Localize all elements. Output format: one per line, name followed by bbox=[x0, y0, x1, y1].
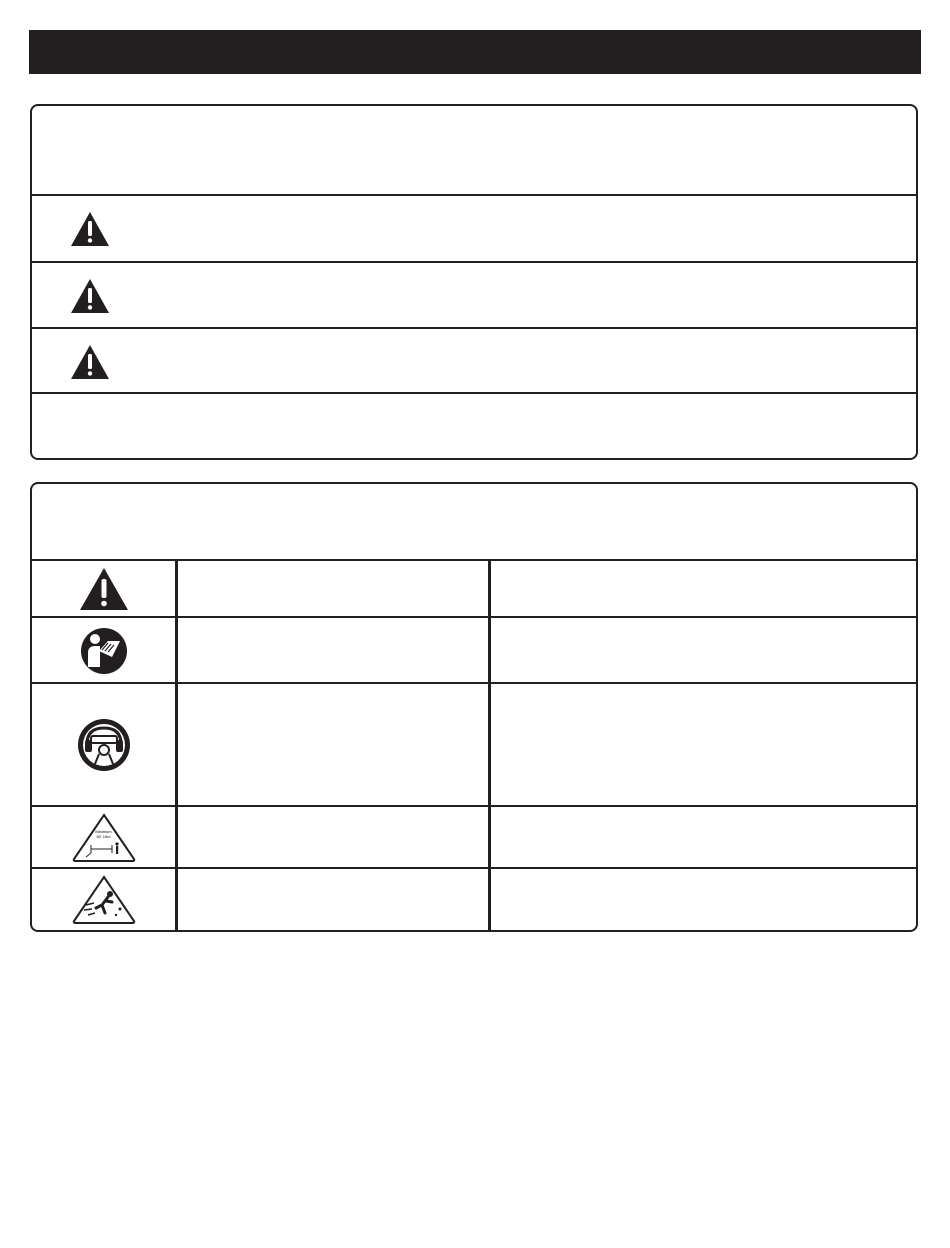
symbol-meaning bbox=[498, 808, 908, 867]
symbol-meaning bbox=[498, 685, 908, 805]
symbols-panel bbox=[30, 482, 918, 932]
symbols-heading-row bbox=[32, 484, 916, 560]
divider bbox=[32, 327, 916, 329]
eye-ear-protection-icon bbox=[32, 685, 175, 805]
divider bbox=[32, 682, 916, 684]
signal-word-text bbox=[142, 264, 906, 329]
signal-word-row bbox=[32, 197, 916, 262]
icon-caption-line: Minimum bbox=[95, 828, 112, 834]
icon-caption-line: 50' 15m bbox=[96, 833, 111, 839]
divider bbox=[32, 867, 916, 869]
symbol-name bbox=[184, 870, 479, 930]
signal-words-panel bbox=[30, 104, 918, 460]
signal-words-heading-row bbox=[32, 106, 916, 196]
alert-triangle-icon bbox=[64, 207, 116, 251]
icon-caption bbox=[90, 829, 118, 839]
symbol-meaning bbox=[498, 562, 908, 616]
symbol-meaning bbox=[498, 619, 908, 682]
divider bbox=[32, 805, 916, 807]
symbol-name bbox=[184, 619, 479, 682]
section-header-bar bbox=[29, 30, 921, 74]
signal-word-row bbox=[32, 395, 916, 457]
signal-word-row bbox=[32, 264, 916, 329]
divider bbox=[32, 392, 916, 394]
symbol-name bbox=[184, 685, 479, 805]
signal-word-text bbox=[142, 395, 906, 457]
symbol-name bbox=[184, 562, 479, 616]
alert-triangle-icon bbox=[64, 274, 116, 318]
symbol-meaning bbox=[498, 870, 908, 930]
signal-word-row bbox=[32, 330, 916, 395]
divider bbox=[32, 261, 916, 263]
signal-word-text bbox=[142, 197, 906, 262]
divider bbox=[32, 616, 916, 618]
keep-bystanders-away-icon bbox=[32, 808, 175, 867]
alert-triangle-icon bbox=[64, 340, 116, 384]
symbol-name bbox=[184, 808, 479, 867]
signal-word-text bbox=[142, 330, 906, 395]
read-manual-icon bbox=[32, 619, 175, 682]
safety-alert-icon bbox=[32, 562, 175, 616]
ricochet-warning-icon bbox=[32, 870, 175, 930]
divider bbox=[32, 559, 916, 561]
divider bbox=[32, 194, 916, 196]
